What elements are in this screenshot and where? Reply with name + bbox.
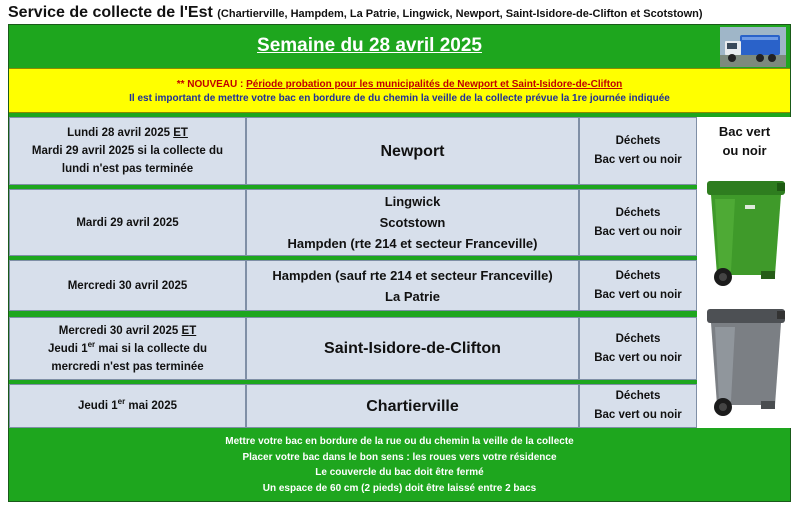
municipality-cell — [246, 117, 579, 185]
date-text: Mercredi 30 avril 2025 — [67, 279, 188, 292]
garbage-truck-icon — [720, 27, 786, 67]
date-alt-text: Mardi 29 avril 2025 si la collecte du — [31, 145, 224, 157]
instruction-line: Placer votre bac dans le bon sens : les roues vers votre résidence — [242, 451, 557, 463]
collection-type-cell — [579, 189, 697, 256]
date-cell — [9, 189, 246, 256]
municipality-cell — [246, 317, 579, 380]
date-text-end: mai 2025 — [125, 400, 177, 412]
collection-type-cell — [579, 117, 697, 185]
bin-type: Bac vert ou noir — [594, 154, 682, 166]
waste-type: Déchets — [615, 269, 661, 282]
date-et: ET — [181, 324, 197, 337]
date-cell — [9, 260, 246, 311]
bin-label-line: Bac vert — [718, 124, 771, 139]
collection-type-cell — [579, 260, 697, 311]
waste-type: Déchets — [615, 206, 661, 219]
municipality-cell — [246, 260, 579, 311]
week-band — [9, 25, 790, 67]
waste-type: Déchets — [615, 390, 661, 402]
notice-banner — [9, 68, 790, 113]
collection-type-cell — [579, 317, 697, 380]
notice-prefix: ** NOUVEAU : — [176, 79, 247, 90]
waste-type: Déchets — [615, 135, 661, 147]
municipality-name: Scotstown — [379, 215, 446, 230]
municipality-name: Lingwick — [384, 194, 441, 209]
schedule-sheet — [8, 24, 791, 502]
instruction-line: Le couvercle du bac doit être fermé — [315, 467, 484, 478]
municipality-cell — [246, 189, 579, 256]
instruction-line: Un espace de 60 cm (2 pieds) doit être laissé entre 2 bacs — [262, 482, 537, 494]
date-alt-text-end: mai si la collecte du — [95, 342, 208, 355]
date-cell — [9, 317, 246, 380]
municipality-name: Saint-Isidore-de-Clifton — [324, 340, 501, 357]
date-text: Mercredi 30 avril 2025 — [58, 324, 179, 337]
green-bin-icon — [705, 179, 787, 289]
municipality-name: Hampden (rte 214 et secteur Franceville) — [287, 236, 538, 251]
date-text: Mardi 29 avril 2025 — [76, 216, 179, 229]
week-title: Semaine du 28 avril 2025 — [257, 35, 482, 56]
title-main: Service de collecte de l'Est — [8, 4, 213, 21]
waste-type: Déchets — [615, 332, 661, 345]
date-condition-text: mercredi n'est pas terminée — [51, 360, 204, 373]
page-title — [8, 4, 798, 22]
ordinal-suffix: er — [87, 339, 96, 349]
date-et: ET — [173, 127, 188, 139]
date-text: Lundi 28 avril 2025 — [67, 127, 170, 139]
bin-label-line: ou noir — [722, 143, 767, 158]
notice-line-probation — [9, 78, 790, 92]
date-text: Jeudi 1 — [78, 400, 118, 412]
collection-type-cell — [579, 384, 697, 428]
notice-line-reminder: Il est important de mettre votre bac en bordure de du chemin la veille de la collecte prévue la 1re journée indiquée — [129, 93, 670, 104]
bin-type: Bac vert ou noir — [594, 288, 682, 301]
bin-type: Bac vert ou noir — [594, 225, 682, 238]
bin-type: Bac vert ou noir — [594, 409, 682, 421]
title-municipalities: (Chartierville, Hampdem, La Patrie, Lingwick, Newport, Saint-Isidore-de-Clifton et Scotstown) — [217, 8, 703, 20]
ordinal-suffix: er — [117, 397, 126, 407]
bin-type: Bac vert ou noir — [594, 351, 682, 364]
municipality-name: Hampden (sauf rte 214 et secteur Franceville) — [272, 267, 553, 283]
date-alt-text: Jeudi 1 — [47, 342, 88, 355]
bin-illustration-column — [697, 117, 792, 428]
municipality-name: Chartierville — [366, 397, 459, 415]
notice-probation-text: Période probation pour les municipalités de Newport et Saint-Isidore-de-Clifton — [246, 79, 623, 90]
date-cell — [9, 384, 246, 428]
municipality-name: La Patrie — [385, 288, 440, 304]
instructions-footer — [9, 431, 790, 504]
instruction-line: Mettre votre bac en bordure de la rue ou du chemin la veille de la collecte — [225, 436, 574, 447]
gray-bin-icon — [705, 307, 787, 419]
date-condition-text: lundi n'est pas terminée — [61, 163, 194, 175]
municipality-cell — [246, 384, 579, 428]
bin-label — [697, 117, 792, 160]
municipality-name: Newport — [380, 142, 445, 160]
date-cell — [9, 117, 246, 185]
